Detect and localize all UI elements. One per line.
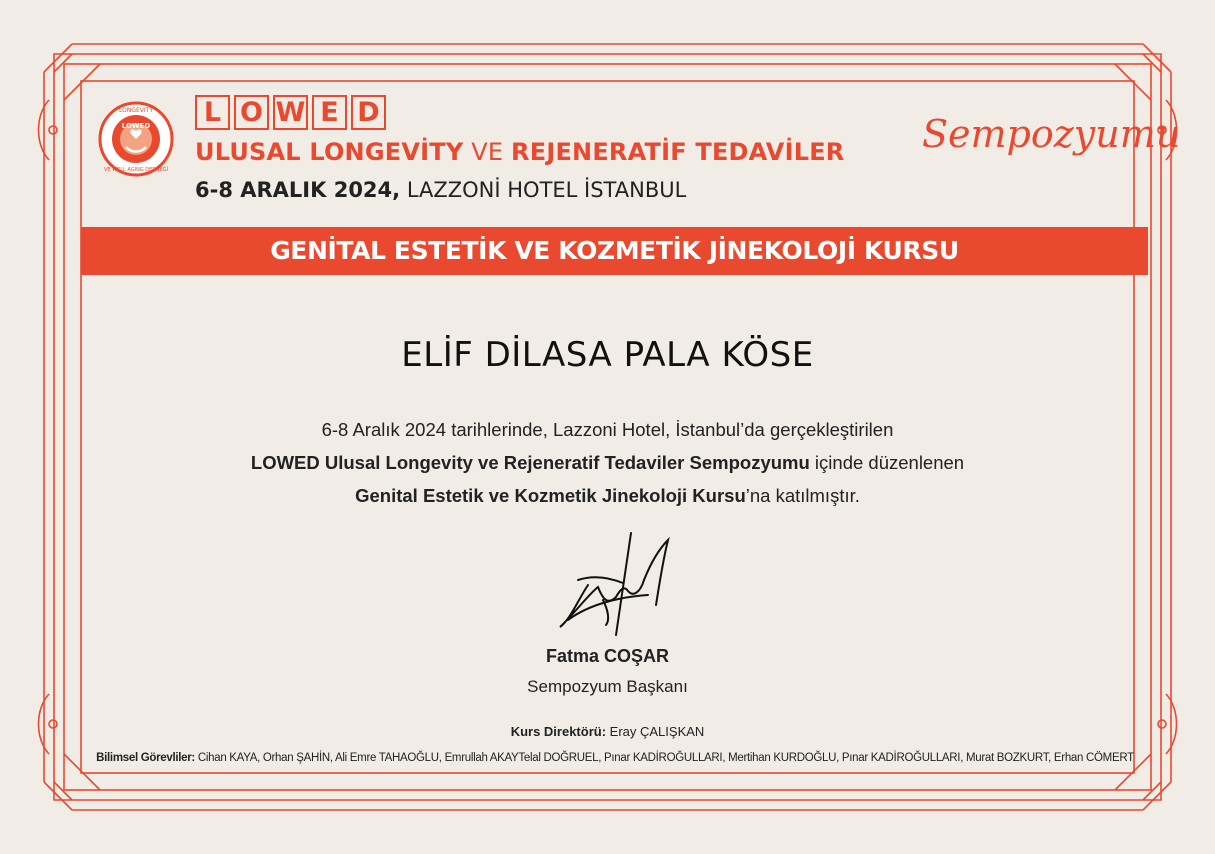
statement-line-3-rest: ’na katılmıştır.	[745, 485, 860, 506]
symposium-title-part1: ULUSAL LONGEVİTY	[195, 138, 464, 166]
course-director-name: Eray ÇALIŞKAN	[606, 724, 705, 739]
course-director-label: Kurs Direktörü:	[510, 724, 607, 739]
certificate-statement	[0, 413, 1215, 512]
lowed-logo	[98, 101, 174, 177]
brand-wordmark	[195, 95, 390, 130]
course-director	[0, 724, 1215, 739]
statement-line-2-rest: içinde düzenlenen	[809, 452, 965, 473]
signer-role: Sempozyum Başkanı	[527, 677, 688, 696]
symposium-title-part2: REJENERATİF TEDAVİLER	[511, 138, 845, 166]
statement-line-3	[0, 479, 1215, 512]
brand-letter: O	[234, 95, 269, 130]
event-venue: LAZZONİ HOTEL İSTANBUL	[400, 178, 687, 202]
faculty-label: Bilimsel Görevliler:	[96, 752, 195, 764]
symposium-title	[195, 138, 844, 166]
brand-letter: L	[195, 95, 230, 130]
statement-line-1: 6-8 Aralık 2024 tarihlerinde, Lazzoni Hotel, İstanbul’da gerçekleştirilen	[321, 419, 894, 440]
statement-line-2	[0, 446, 1215, 479]
svg-text:LONGEVITY: LONGEVITY	[119, 107, 153, 114]
faculty-names: Cihan KAYA, Orhan ŞAHİN, Ali Emre TAHAOĞLU, Emrullah AKAYTelal DOĞRUEL, Pınar KADİROĞULLARI, Mertihan KURDOĞLU, Pınar KADİROĞULLARI, Murat BOZKURT, Erhan CÖMERT	[194, 752, 1134, 764]
svg-text:VE WELL AGING DERNEĞİ: VE WELL AGING DERNEĞİ	[103, 167, 169, 173]
svg-text:LOWED: LOWED	[121, 122, 151, 130]
participant-name: ELİF DİLASA PALA KÖSE	[401, 335, 814, 375]
brand-letter: E	[312, 95, 347, 130]
symposium-title-ve: VE	[463, 138, 512, 166]
course-title-band: GENİTAL ESTETİK VE KOZMETİK JİNEKOLOJİ KURSU	[81, 227, 1148, 275]
signer-name: Fatma COŞAR	[545, 646, 670, 666]
event-date-venue	[195, 178, 686, 202]
statement-course-name: Genital Estetik ve Kozmetik Jinekoloji Kursu	[355, 485, 746, 506]
brand-letter: W	[273, 95, 308, 130]
statement-symposium-name: LOWED Ulusal Longevity ve Rejeneratif Tedaviler Sempozyumu	[250, 452, 810, 473]
symposium-script-word: Sempozyumu	[922, 112, 1181, 156]
scientific-faculty	[0, 752, 1215, 764]
event-date: 6-8 ARALIK 2024,	[195, 178, 401, 202]
brand-letter: D	[351, 95, 386, 130]
signature	[548, 525, 678, 645]
